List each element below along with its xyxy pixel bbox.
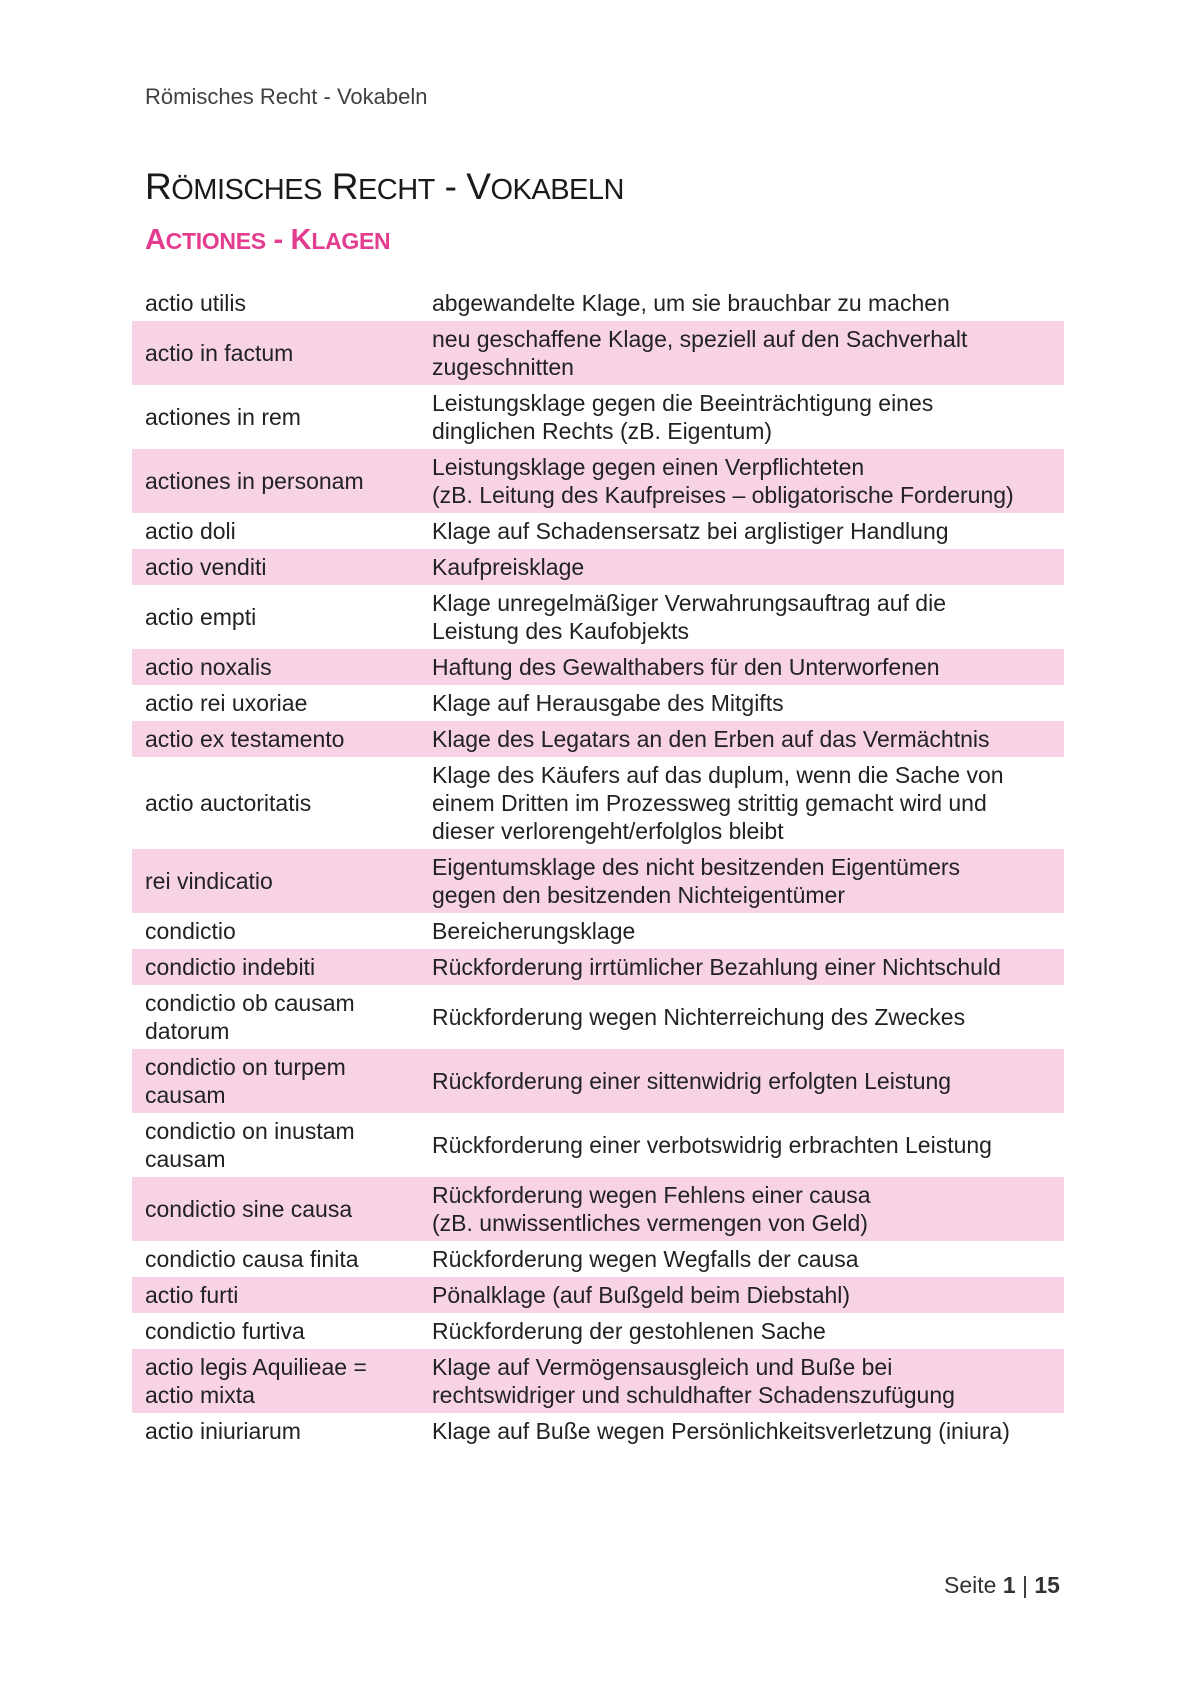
german-definition bbox=[419, 1177, 1064, 1241]
table-row bbox=[132, 1241, 1064, 1277]
german-definition bbox=[419, 913, 1064, 949]
german-definition bbox=[419, 1241, 1064, 1277]
table-row bbox=[132, 649, 1064, 685]
table-row bbox=[132, 513, 1064, 549]
definition-line: Klage auf Schadensersatz bei arglistiger Handlung bbox=[432, 518, 949, 544]
table-row bbox=[132, 585, 1064, 649]
german-definition bbox=[419, 1349, 1064, 1413]
table-row bbox=[132, 285, 1064, 321]
german-definition bbox=[419, 1277, 1064, 1313]
table-row bbox=[132, 1277, 1064, 1313]
table-row bbox=[132, 913, 1064, 949]
latin-term: actio iniuriarum bbox=[145, 1418, 301, 1444]
german-definition bbox=[419, 649, 1064, 685]
german-definition bbox=[419, 321, 1064, 385]
definition-line: abgewandelte Klage, um sie brauchbar zu machen bbox=[432, 290, 950, 316]
vocabulary-table bbox=[132, 285, 1064, 1449]
german-definition bbox=[419, 685, 1064, 721]
definition-line: Rückforderung einer verbotswidrig erbrachten Leistung bbox=[432, 1132, 992, 1158]
page-footer bbox=[944, 1572, 1060, 1599]
definition-line: dinglichen Rechts (zB. Eigentum) bbox=[432, 418, 773, 444]
definition-line: dieser verlorengeht/erfolglos bleibt bbox=[432, 818, 784, 844]
definition-line: (zB. unwissentliches vermengen von Geld) bbox=[432, 1210, 868, 1236]
german-definition bbox=[419, 549, 1064, 585]
latin-term: actio doli bbox=[145, 518, 236, 544]
german-definition bbox=[419, 1113, 1064, 1177]
definition-line: Klage des Käufers auf das duplum, wenn die Sache von bbox=[432, 762, 1004, 788]
definition-line: Haftung des Gewalthabers für den Unterworfenen bbox=[432, 654, 940, 680]
document-title: RÖMISCHES RECHT - VOKABELN bbox=[145, 166, 624, 207]
definition-line: Leistung des Kaufobjekts bbox=[432, 618, 690, 644]
latin-term: condictio indebiti bbox=[145, 954, 316, 980]
page-divider: | bbox=[1022, 1572, 1028, 1598]
latin-term: actio rei uxoriae bbox=[145, 690, 308, 716]
definition-line: Leistungsklage gegen die Beeinträchtigung eines bbox=[432, 390, 934, 416]
german-definition bbox=[419, 1313, 1064, 1349]
german-definition bbox=[419, 757, 1064, 849]
definition-line: Klage auf Herausgabe des Mitgifts bbox=[432, 690, 784, 716]
german-definition bbox=[419, 985, 1064, 1049]
definition-line: Rückforderung wegen Wegfalls der causa bbox=[432, 1246, 859, 1272]
latin-term: condictio sine causa bbox=[145, 1196, 353, 1222]
table-row bbox=[132, 1049, 1064, 1113]
german-definition bbox=[419, 285, 1064, 321]
german-definition bbox=[419, 949, 1064, 985]
definition-line: einem Dritten im Prozessweg strittig gemacht wird und bbox=[432, 790, 987, 816]
latin-term: actio ex testamento bbox=[145, 726, 345, 752]
definition-line: Klage des Legatars an den Erben auf das Vermächtnis bbox=[432, 726, 990, 752]
german-definition bbox=[419, 849, 1064, 913]
definition-line: Eigentumsklage des nicht besitzenden Eigentümers bbox=[432, 854, 961, 880]
latin-term: condictio on turpem causam bbox=[145, 1054, 346, 1108]
definition-line: zugeschnitten bbox=[432, 354, 574, 380]
page-label: Seite bbox=[944, 1572, 997, 1598]
latin-term: condictio furtiva bbox=[145, 1318, 305, 1344]
table-row bbox=[132, 1349, 1064, 1413]
table-row bbox=[132, 1313, 1064, 1349]
latin-term: actio noxalis bbox=[145, 654, 272, 680]
latin-term: actio empti bbox=[145, 604, 257, 630]
latin-term: condictio causa finita bbox=[145, 1246, 359, 1272]
german-definition bbox=[419, 449, 1064, 513]
definition-line: Rückforderung der gestohlenen Sache bbox=[432, 1318, 826, 1344]
definition-line: Klage unregelmäßiger Verwahrungsauftrag auf die bbox=[432, 590, 946, 616]
table-row bbox=[132, 721, 1064, 757]
definition-line: Klage auf Vermögensausgleich und Buße bei bbox=[432, 1354, 893, 1380]
section-title: ACTIONES - KLAGEN bbox=[145, 224, 391, 256]
page-total: 15 bbox=[1034, 1572, 1060, 1598]
german-definition bbox=[419, 1413, 1064, 1449]
table-row bbox=[132, 685, 1064, 721]
latin-term: condictio on inustam causam bbox=[145, 1118, 355, 1172]
definition-line: neu geschaffene Klage, speziell auf den Sachverhalt bbox=[432, 326, 968, 352]
latin-term: condictio ob causam datorum bbox=[145, 990, 355, 1044]
table-row bbox=[132, 385, 1064, 449]
definition-line: Klage auf Buße wegen Persönlichkeitsverletzung (iniura) bbox=[432, 1418, 1010, 1444]
latin-term: actiones in personam bbox=[145, 468, 364, 494]
definition-line: Bereicherungsklage bbox=[432, 918, 636, 944]
latin-term: actio utilis bbox=[145, 290, 246, 316]
definition-line: (zB. Leitung des Kaufpreises – obligatorische Forderung) bbox=[432, 482, 1014, 508]
table-row bbox=[132, 1413, 1064, 1449]
german-definition bbox=[419, 585, 1064, 649]
definition-line: gegen den besitzenden Nichteigentümer bbox=[432, 882, 846, 908]
table-row bbox=[132, 985, 1064, 1049]
table-row bbox=[132, 321, 1064, 385]
table-row bbox=[132, 1177, 1064, 1241]
definition-line: Kaufpreisklage bbox=[432, 554, 585, 580]
table-row bbox=[132, 849, 1064, 913]
table-row bbox=[132, 949, 1064, 985]
latin-term: actiones in rem bbox=[145, 404, 301, 430]
definition-line: Pönalklage (auf Bußgeld beim Diebstahl) bbox=[432, 1282, 851, 1308]
table-row bbox=[132, 757, 1064, 849]
german-definition bbox=[419, 513, 1064, 549]
definition-line: Rückforderung irrtümlicher Bezahlung einer Nichtschuld bbox=[432, 954, 1001, 980]
definition-line: Rückforderung einer sittenwidrig erfolgten Leistung bbox=[432, 1068, 952, 1094]
page-header: Römisches Recht - Vokabeln bbox=[145, 84, 428, 109]
page-number: 1 bbox=[1002, 1572, 1016, 1598]
latin-term: actio legis Aquilieae = actio mixta bbox=[145, 1354, 367, 1408]
latin-term: actio furti bbox=[145, 1282, 239, 1308]
latin-term: actio venditi bbox=[145, 554, 267, 580]
german-definition bbox=[419, 721, 1064, 757]
definition-line: rechtswidriger und schuldhafter Schadenszufügung bbox=[432, 1382, 955, 1408]
german-definition bbox=[419, 385, 1064, 449]
vocabulary-table-body bbox=[132, 285, 1064, 1449]
definition-line: Leistungsklage gegen einen Verpflichteten bbox=[432, 454, 865, 480]
table-row bbox=[132, 1113, 1064, 1177]
latin-term: rei vindicatio bbox=[145, 868, 273, 894]
latin-term: actio in factum bbox=[145, 340, 294, 366]
german-definition bbox=[419, 1049, 1064, 1113]
latin-term: actio auctoritatis bbox=[145, 790, 312, 816]
definition-line: Rückforderung wegen Fehlens einer causa bbox=[432, 1182, 871, 1208]
table-row bbox=[132, 549, 1064, 585]
latin-term: condictio bbox=[145, 918, 236, 944]
table-row bbox=[132, 449, 1064, 513]
definition-line: Rückforderung wegen Nichterreichung des Zweckes bbox=[432, 1004, 966, 1030]
